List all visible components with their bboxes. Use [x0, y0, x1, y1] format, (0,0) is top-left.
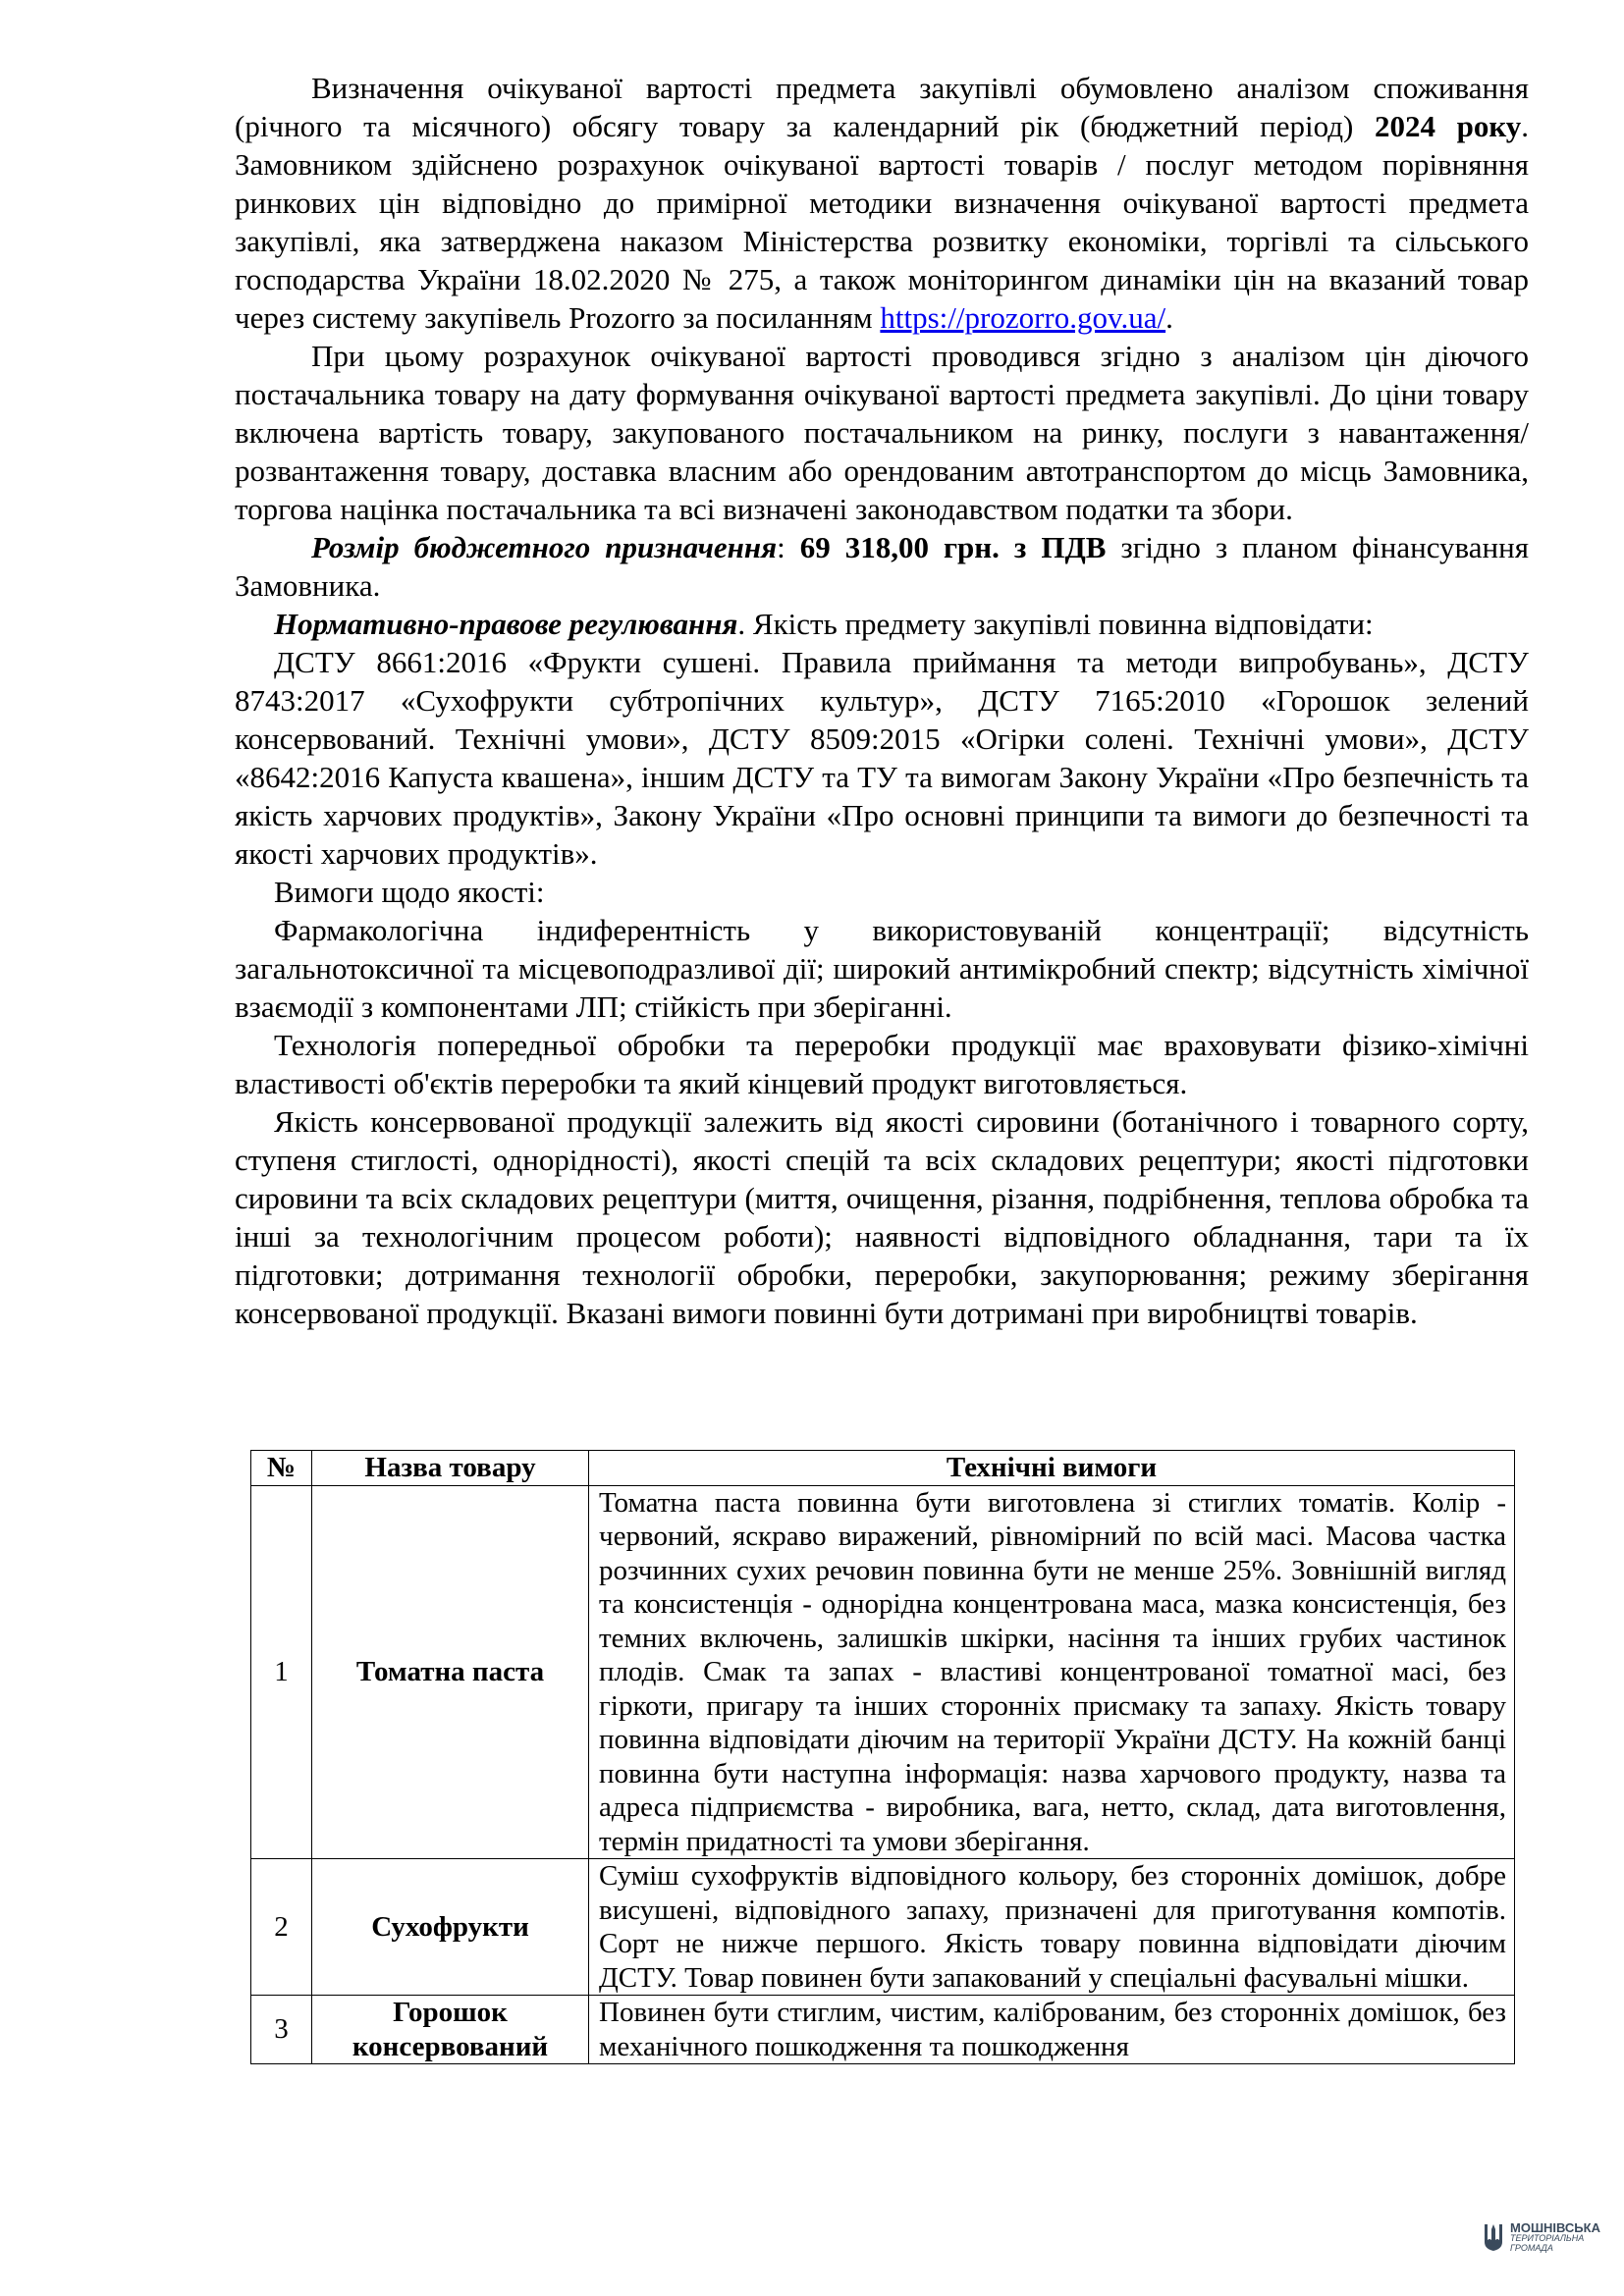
technical-requirements: Повинен бути стиглим, чистим, каліброваним, без сторонніх домішок, без механічного пошкодження та пошкодження — [589, 1996, 1515, 2064]
product-name: Горошок консервований — [312, 1996, 589, 2064]
product-name: Сухофрукти — [312, 1859, 589, 1996]
paragraph-standards: ДСТУ 8661:2016 «Фрукти сушені. Правила приймання та методи випробувань», ДСТУ 8743:2017 «Сухофрукти субтропічних культур», ДСТУ 7165:2010 «Горошок зелений консервований. Технічні умови», ДСТУ 8509:2015 «Огірки солені. Технічні умови», ДСТУ «8642:2016 Капуста квашена», іншим ДСТУ та ТУ та вимогам Закону України «Про безпечність та якість харчових продуктів», Закону України «Про основні принципи та вимоги до безпечності та якості харчових продуктів». — [235, 645, 1529, 871]
prozorro-link[interactable]: https://prozorro.gov.ua/ — [880, 300, 1166, 335]
paragraph-text: : — [777, 530, 800, 564]
watermark-subtitle: ГРОМАДА — [1510, 2242, 1553, 2253]
column-header-technical-requirements: Технічні вимоги — [589, 1451, 1515, 1486]
paragraph-canned-quality: Якість консервованої продукції залежить від якості сировини (ботанічного і товарного сорту, ступеня стиглості, однорідності), якості спецій та всіх складових рецептури; якості підготовки сировини та всіх складових рецептури (миття, очищення, різання, подрібнення, теплова обробка та інші за технологічним процесом роботи); наявності відповідного обладнання, тари та їх підготовки; дотримання технології обробки, переробки, закупорювання; режиму зберігання консервованої продукції. Вказані вимоги повинні бути дотримані при виробництві товарів. — [235, 1104, 1529, 1330]
column-header-product-name: Назва товару — [312, 1451, 589, 1486]
regulation-label: Нормативно-правове регулювання — [274, 607, 738, 641]
paragraph-quality-heading: Вимоги щодо якості: — [274, 875, 545, 909]
paragraph-text: згідно з планом фінансування Замовника. — [235, 530, 1529, 603]
table-row — [251, 1996, 1515, 2064]
paragraph-cost-calculation: При цьому розрахунок очікуваної вартості проводився згідно з аналізом цін діючого постачальника товару на дату формування очікуваної вартості предмета закупівлі. До ціни товару включена вартість товару, закупованого постачальником на ринку, послуги з навантаження/розвантаження товару, доставка власним або орендованим автотранспортом до місць Замовника, торгова націнка постачальника та всі визначені законодавством податки та збори. — [235, 339, 1529, 526]
paragraph-text: Визначення очікуваної вартості предмета закупівлі обумовлено аналізом споживання (річного та місячного) обсягу товару за календарний рік (бюджетний період) — [235, 71, 1529, 143]
table-row — [251, 1859, 1515, 1996]
budget-label: Розмір бюджетного призначення — [311, 530, 778, 564]
row-number: 1 — [251, 1485, 312, 1859]
document-body — [235, 69, 1529, 1332]
technical-requirements: Суміш сухофруктів відповідного кольору, без сторонніх домішок, добре висушені, відповідного запаху, призначені для приготування компотів. Сорт не нижче першого. Якість товару повинна відповідати діючим ДСТУ. Товар повинен бути запакований у спеціальні фасувальні мішки. — [589, 1859, 1515, 1996]
table-row — [251, 1485, 1515, 1859]
budget-amount: 69 318,00 грн. з ПДВ — [799, 530, 1107, 564]
budget-year: 2024 року — [1374, 109, 1522, 143]
watermark-text — [1510, 2221, 1600, 2254]
paragraph-technology: Технологія попередньої обробки та переробки продукції має враховувати фізико-хімічні властивості об'єктів переробки та який кінцевий продукт виготовляється. — [235, 1028, 1529, 1100]
requirements-table — [250, 1450, 1515, 2064]
watermark-title: МОШНІВСЬКА — [1510, 2219, 1600, 2235]
watermark-subtitle: ТЕРИТОРІАЛЬНА — [1510, 2233, 1585, 2244]
paragraph-text: . Замовником здійснено розрахунок очікуваної вартості товарів / послуг методом порівняння ринкових цін відповідно до примірної методики визначення очікуваної вартості предмета закупівлі, яка затверджена наказом Міністерства розвитку економіки, торгівлі та сільського господарства України 18.02.2020 № 275, а також моніторингом динаміки цін на вказаний товар через систему закупівель Prozorro за посиланням — [235, 109, 1529, 335]
paragraph-text: . — [1165, 300, 1173, 335]
community-watermark — [1483, 2220, 1600, 2254]
table-header-row — [251, 1451, 1515, 1486]
paragraph-pharmacology: Фармакологічна індиферентність у використовуваній концентрації; відсутність загальнотоксичної та місцевоподразливої дії; широкий антимікробний спектр; відсутність хімічної взаємодії з компонентами ЛП; стійкість при зберіганні. — [235, 913, 1529, 1024]
paragraph-text: . Якість предмету закупівлі повинна відповідати: — [737, 607, 1374, 641]
paragraph-expected-cost — [235, 69, 1529, 337]
technical-requirements: Томатна паста повинна бути виготовлена зі стиглих томатів. Колір - червоний, яскраво виражений, рівномірний по всій масі. Масова частка розчинних сухих речовин повинна бути не менше 25%. Зовнішній вигляд та консистенція - однорідна концентрована маса, мазка консистенція, без темних включень, залишків шкірки, насіння та інших грубих частинок плодів. Смак та запах - властиві концентрованої томатної масі, без гіркоти, пригару та інших сторонніх присмаку та запаху. Якість товару повинна відповідати діючим на території України ДСТУ. На кожній банці повинна бути наступна інформація: назва харчового продукту, назва та адреса підприємства - виробника, вага, нетто, склад, дата виготовлення, термін придатності та умови зберігання. — [589, 1485, 1515, 1859]
paragraph-budget-amount — [235, 528, 1529, 605]
row-number: 3 — [251, 1996, 312, 2064]
column-header-number: № — [251, 1451, 312, 1486]
trident-icon — [1483, 2220, 1504, 2254]
paragraph-regulation — [235, 605, 1529, 643]
row-number: 2 — [251, 1859, 312, 1996]
product-name: Томатна паста — [312, 1485, 589, 1859]
